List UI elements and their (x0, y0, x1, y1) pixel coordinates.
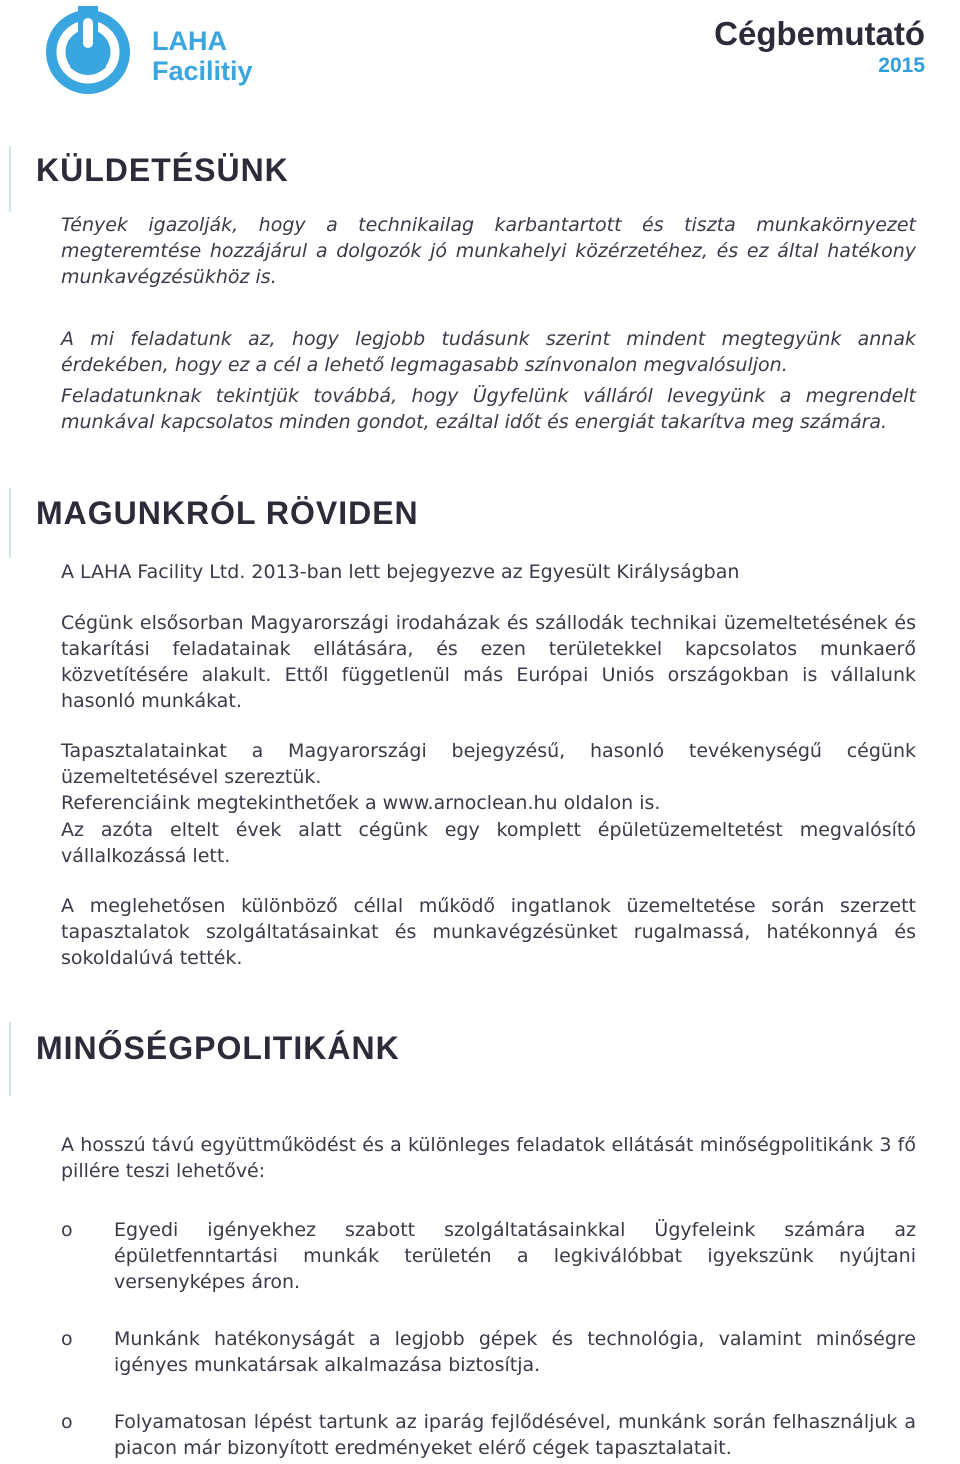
list-bullet: o (61, 1411, 73, 1433)
quality-intro: A hosszú távú együttműködést és a különleges feladatok ellátását minőségpolitikánk 3 fő pillére teszi lehetővé: (61, 1134, 916, 1182)
logo-line2: Facilitiy (152, 56, 253, 86)
list-item: Folyamatosan lépést tartunk az iparág fejlődésével, munkánk során felhasználjuk a piacon már bizonyított eredményeket elérő cégek tapasztalatait. (114, 1411, 916, 1459)
list-bullet: o (61, 1328, 73, 1350)
mission-paragraph-2: A mi feladatunk az, hogy legjobb tudásunk szerint mindent megtegyünk annak érdekében, hogy ez a cél a lehető legmagasabb színvonalon megvalósuljon. (61, 328, 916, 376)
logo-line1: LAHA (152, 26, 227, 56)
company-logo (40, 6, 280, 98)
mission-paragraph-1: Tények igazolják, hogy a technikailag karbantartott és tiszta munkakörnyezet megteremtése hozzájárul a dolgozók jó munkahelyi közérzetéhez, és ez által hatékony munkavégzésükhöz is. (61, 214, 916, 288)
list-item: Munkánk hatékonyságát a legjobb gépek és technológia, valamint minőségre igényes munkatársak alkalmazása biztosítja. (114, 1328, 916, 1376)
logo-text (152, 26, 253, 86)
list-item: Egyedi igényekhez szabott szolgáltatásainkkal Ügyfeleink számára az épületfenntartási munkák területén a legkiválóbbat igyekszünk nyújtani versenyképes áron. (114, 1219, 916, 1293)
about-paragraph-4: Referenciáink megtekinthetőek a www.arnoclean.hu oldalon is. (61, 792, 661, 814)
about-paragraph-1: A LAHA Facility Ltd. 2013-ban lett bejegyezve az Egyesült Királyságban (61, 561, 740, 583)
power-button-icon (40, 6, 140, 98)
section-accent-bar (9, 1022, 11, 1096)
about-heading: MAGUNKRÓL RÖVIDEN (36, 495, 419, 531)
about-paragraph-3: Tapasztalatainkat a Magyarországi bejegyzésű, hasonló tevékenységű cégünk üzemeltetésével szereztük. (61, 740, 916, 788)
title-year: 2015 (878, 54, 925, 77)
section-accent-bar (9, 488, 11, 558)
about-paragraph-5: Az azóta eltelt évek alatt cégünk egy komplett épületüzemeltetést megvalósító vállalkozássá lett. (61, 819, 916, 867)
title-text: Cégbemutató (714, 15, 925, 52)
section-accent-bar (9, 146, 11, 212)
mission-heading: KÜLDETÉSÜNK (36, 152, 289, 188)
document-title (714, 14, 925, 78)
about-paragraph-6: A meglehetősen különböző céllal működő ingatlanok üzemeltetése során szerzett tapasztalatok szolgáltatásainkat és munkavégzésünket rugalmassá, hatékonnyá és sokoldalúvá tették. (61, 895, 916, 969)
about-paragraph-2: Cégünk elsősorban Magyarországi irodaházak és szállodák technikai üzemeltetésének és takarítási feladatainak ellátására, és ezen területekkel kapcsolatos munkaerő közvetítésére alakult. Ettől függetlenül más Európai Uniós országokban is vállalunk hasonló munkákat. (61, 612, 916, 712)
mission-paragraph-3: Feladatunknak tekintjük továbbá, hogy Ügyfelünk válláról levegyünk a megrendelt munkával kapcsolatos minden gondot, ezáltal időt és energiát takarítva meg számára. (61, 385, 916, 433)
list-bullet: o (61, 1219, 73, 1241)
quality-heading: MINŐSÉGPOLITIKÁNK (36, 1030, 400, 1066)
